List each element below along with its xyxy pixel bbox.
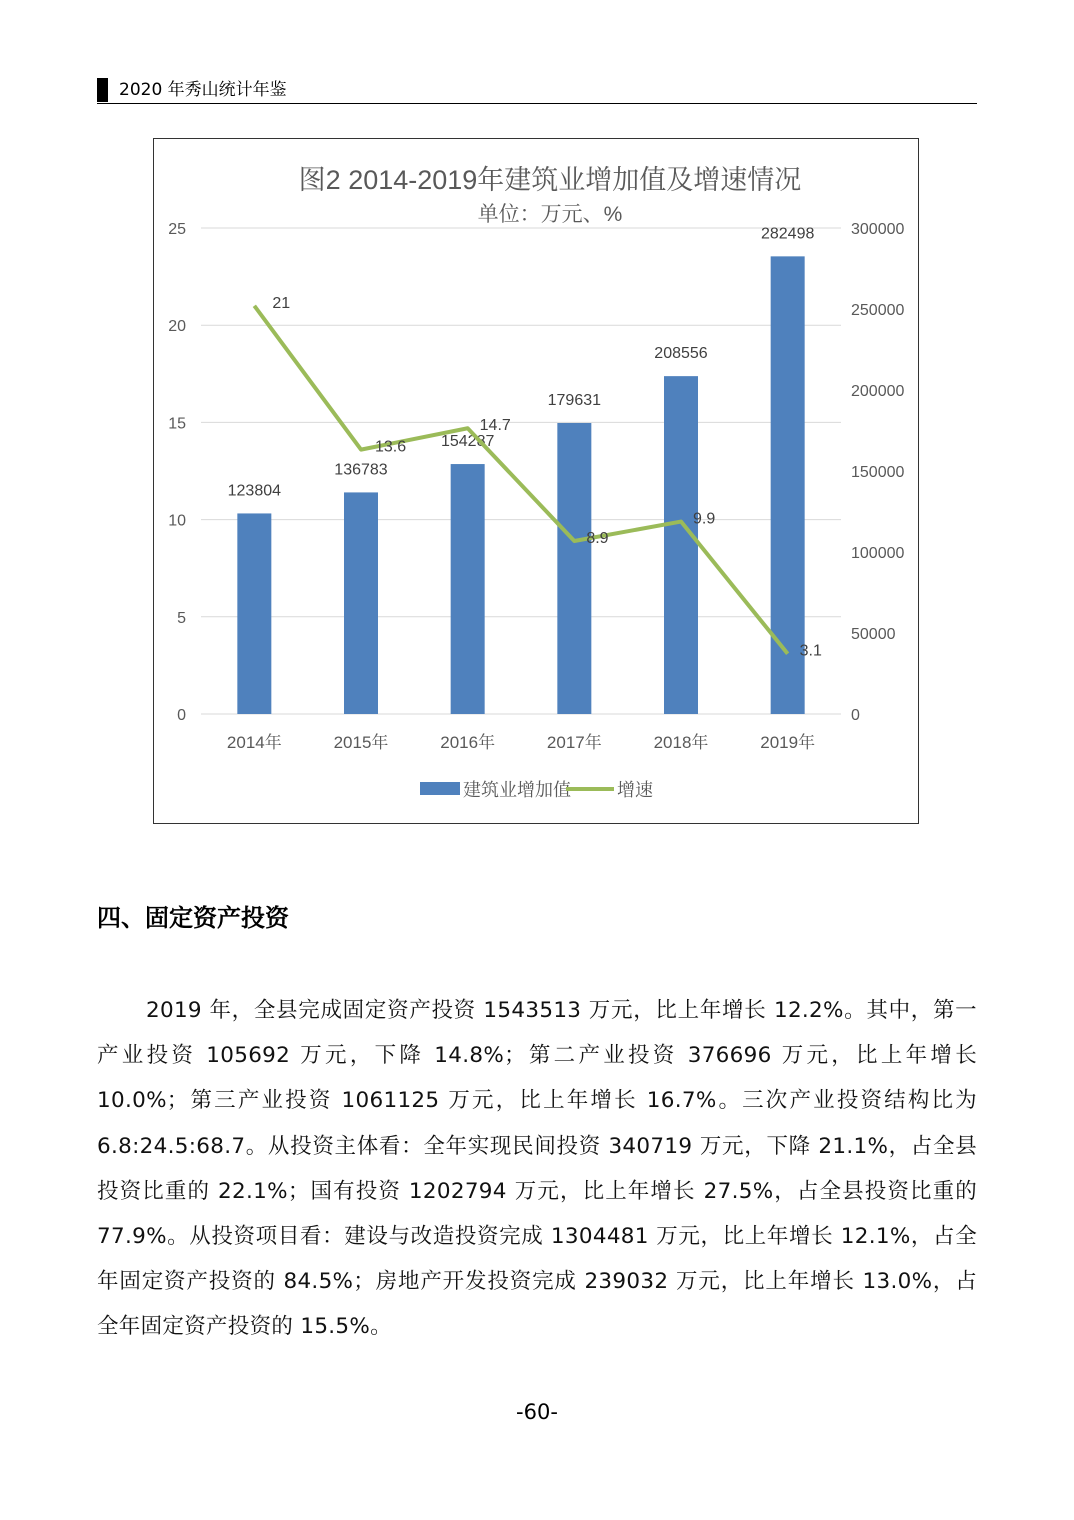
line-data-label: 14.7 — [479, 417, 511, 435]
y-right-tick-label: 300000 — [851, 221, 905, 238]
y-left-tick-label: 0 — [177, 707, 186, 724]
y-right-tick-label: 250000 — [851, 302, 905, 319]
bar-data-label: 136783 — [334, 461, 388, 479]
x-tick-label: 2014年 — [226, 733, 282, 752]
y-left-tick-label: 5 — [177, 609, 186, 627]
bar-data-label: 179631 — [547, 391, 602, 409]
legend-bar-label: 建筑业增加值 — [463, 780, 571, 800]
y-left-tick-label: 25 — [168, 221, 186, 238]
line-data-label: 21 — [272, 294, 291, 312]
body-paragraph: 2019 年，全县完成固定资产投资 1543513 万元，比上年增长 12.2%。其中，第一产业投资 105692 万元，下降 14.8%；第二产业投资 376696 万元，比上年增长 10.0%；第三产业投资 1061125 万元，比上年增长 16.7%。三次产业投资结构比为 6.8:24.5:68.7。从投资主体看：全年实现民间投资 340719 万元，下降 21.1%，占全县投资比重的 22.1%；国有投资 1202794 万元，比上年增长 27.5%，占全县投资比重的 77.9%。从投资项目看：建设与改造投资完成 1304481 万元，比上年增长 12.1%，占全年固定资产投资的 84.5%；房地产开发投资完成 239032 万元，比上年增长 13.0%，占全年固定资产投资的 15.5%。 — [97, 998, 977, 1340]
y-right-tick-label: 150000 — [851, 464, 905, 481]
chart-title: 图2 2014-2019年建筑业增加值及增速情况 — [298, 165, 802, 195]
x-tick-label: 2019年 — [760, 733, 816, 752]
header-rule — [97, 103, 977, 104]
y-left-tick-label: 20 — [168, 318, 186, 336]
bar-data-label: 123804 — [227, 482, 282, 500]
bar-2017年 — [557, 423, 591, 714]
line-data-label: 3.1 — [799, 642, 822, 660]
page-number: -60- — [516, 1400, 558, 1424]
bar-2016年 — [451, 464, 485, 714]
bar-2015年 — [344, 492, 378, 714]
y-right-tick-label: 50000 — [851, 626, 896, 643]
y-right-tick-label: 0 — [851, 707, 860, 724]
legend-line-label: 增速 — [617, 780, 653, 800]
x-tick-label: 2016年 — [440, 733, 496, 752]
legend-bar-swatch — [420, 782, 460, 795]
chart-subtitle: 单位：万元、% — [477, 203, 623, 226]
bar-2018年 — [664, 376, 698, 714]
bar-data-label: 154287 — [440, 433, 495, 451]
line-data-label: 9.9 — [693, 510, 716, 528]
y-right-tick-label: 200000 — [851, 383, 905, 400]
chart-figure — [153, 138, 919, 824]
chart-svg — [154, 139, 920, 825]
line-data-label: 8.9 — [586, 529, 609, 547]
y-left-tick-label: 10 — [168, 512, 186, 530]
y-left-tick-label: 15 — [168, 415, 186, 433]
bar-data-label: 208556 — [654, 345, 708, 363]
x-tick-label: 2018年 — [653, 733, 709, 752]
header-marker — [97, 78, 108, 102]
bar-data-label: 282498 — [760, 225, 815, 243]
x-tick-label: 2015年 — [333, 733, 389, 752]
y-right-tick-label: 100000 — [851, 545, 905, 562]
line-data-label: 13.6 — [375, 438, 407, 456]
bar-2014年 — [237, 513, 271, 714]
section-heading: 四、固定资产投资 — [97, 904, 289, 932]
x-tick-label: 2017年 — [546, 733, 602, 752]
page-header — [97, 76, 977, 104]
header-title: 2020 年秀山统计年鉴 — [119, 80, 287, 100]
